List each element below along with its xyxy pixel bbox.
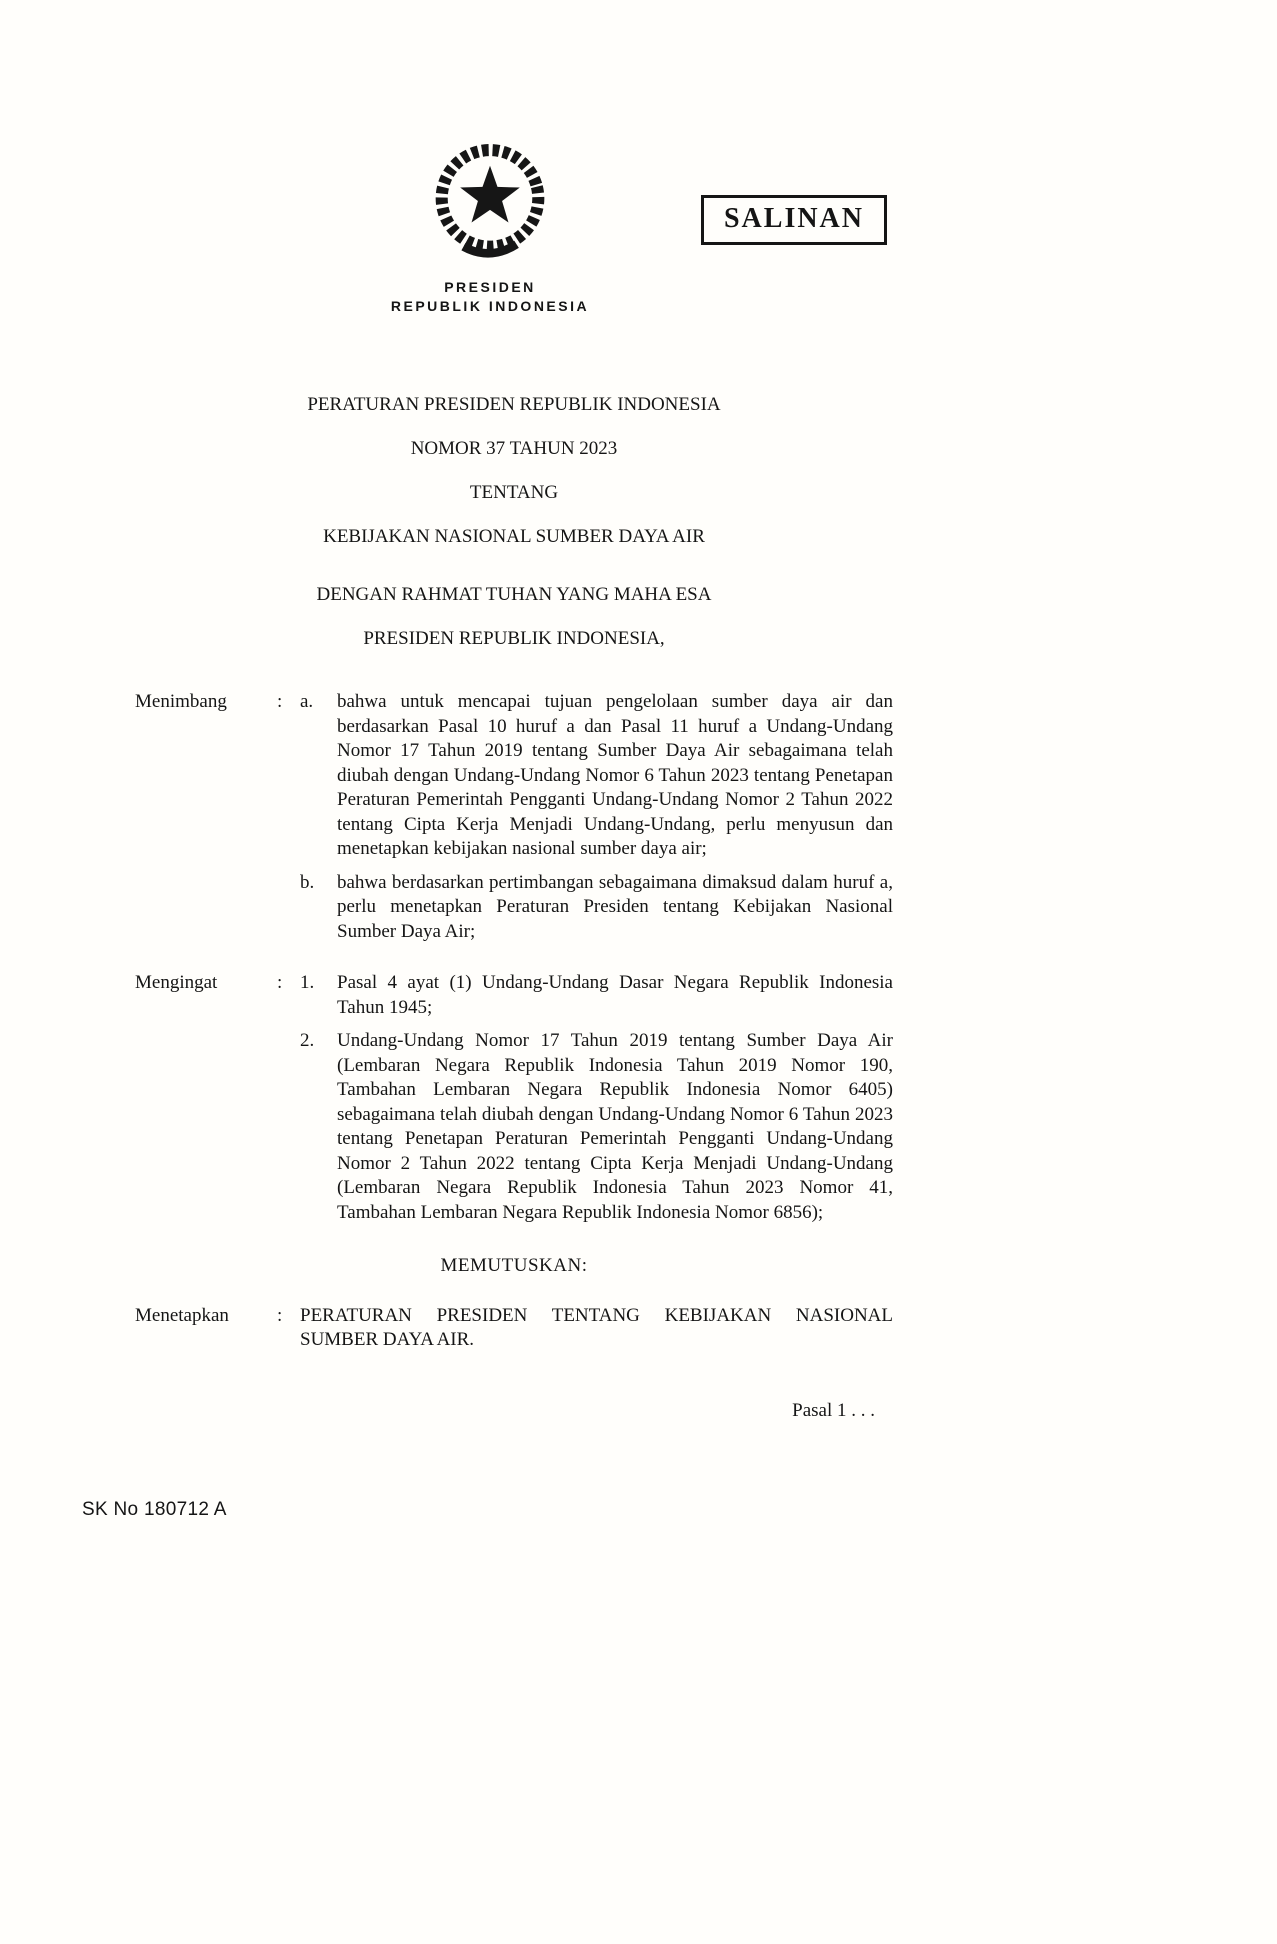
title-block <box>135 394 893 672</box>
catchword-next-page: Pasal 1 . . . <box>792 1399 875 1421</box>
list-item <box>300 971 893 1020</box>
list-item <box>300 690 893 862</box>
menetapkan-label: Menetapkan <box>135 1304 229 1326</box>
item-text: Undang-Undang Nomor 17 Tahun 2019 tentang Sumber Daya Air (Lembaran Negara Republik Indonesia Tahun 2019 Nomor 190, Tambahan Lembaran Negara Republik Indonesia Nomor 6405) sebagaimana telah diubah dengan Undang-Undang Nomor 6 Tahun 2023 tentang Penetapan Peraturan Pemerintah Pengganti Undang-Undang Nomor 2 Tahun 2022 tentang Cipta Kerja Menjadi Undang-Undang (Lembaran Negara Republik Indonesia Tahun 2023 Nomor 41, Tambahan Lembaran Negara Republik Indonesia Nomor 6856); <box>337 1030 893 1223</box>
body-block <box>135 690 893 1423</box>
item-text: bahwa berdasarkan pertimbangan sebagaimana dimaksud dalam huruf a, perlu menetapkan Peraturan Presiden tentang Kebijakan Nasional Sumber Daya Air; <box>337 871 893 942</box>
invocation-line: DENGAN RAHMAT TUHAN YANG MAHA ESA <box>316 584 712 605</box>
tentang-line: TENTANG <box>469 482 559 503</box>
mengingat-clause <box>135 971 893 1225</box>
mengingat-separator: : <box>277 972 283 993</box>
regulation-number-line: NOMOR 37 TAHUN 2023 <box>410 438 618 459</box>
list-item <box>300 871 893 945</box>
menetapkan-text: PERATURAN PRESIDEN TENTANG KEBIJAKAN NASIONAL SUMBER DAYA AIR. <box>300 1304 893 1350</box>
item-marker: b. <box>300 871 315 893</box>
garuda-pancasila-emblem-icon <box>429 138 551 266</box>
mengingat-label: Mengingat <box>135 972 218 993</box>
menimbang-label: Menimbang <box>135 691 227 712</box>
salinan-stamp: SALINAN <box>701 195 887 245</box>
menetapkan-items <box>300 1304 893 1353</box>
authority-line: PRESIDEN REPUBLIK INDONESIA, <box>363 628 665 649</box>
menimbang-separator: : <box>277 691 283 712</box>
item-text: Pasal 4 ayat (1) Undang-Undang Dasar Negara Republik Indonesia Tahun 1945; <box>337 972 893 1018</box>
institution-name-line1: PRESIDEN <box>444 279 536 295</box>
list-item <box>300 1029 893 1225</box>
regulation-title-line1: PERATURAN PRESIDEN REPUBLIK INDONESIA <box>307 394 721 415</box>
institution-name-line2: REPUBLIK INDONESIA <box>390 298 590 314</box>
menimbang-clause <box>135 690 893 944</box>
regulation-subject-line: KEBIJAKAN NASIONAL SUMBER DAYA AIR <box>323 526 705 547</box>
menimbang-items <box>300 690 893 944</box>
mengingat-items <box>300 971 893 1225</box>
memutuskan-heading: MEMUTUSKAN: <box>440 1255 588 1276</box>
item-marker: 1. <box>300 972 315 993</box>
item-marker: 2. <box>300 1030 315 1051</box>
menetapkan-separator: : <box>277 1304 283 1326</box>
sk-document-number: SK No 180712 A <box>82 1499 227 1520</box>
item-marker: a. <box>300 691 314 712</box>
document-content-column <box>135 0 893 1944</box>
item-text: bahwa untuk mencapai tujuan pengelolaan sumber daya air dan berdasarkan Pasal 10 huruf a dan Pasal 11 huruf a Undang-Undang Nomor 17 Tahun 2019 tentang Sumber Daya Air sebagaimana telah diubah dengan Undang-Undang Nomor 6 Tahun 2023 tentang Penetapan Peraturan Pemerintah Pengganti Undang-Undang Nomor 2 Tahun 2022 tentang Cipta Kerja Menjadi Undang-Undang, perlu menyusun dan menetapkan kebijakan nasional sumber daya air; <box>337 691 893 859</box>
menetapkan-clause <box>135 1304 893 1353</box>
